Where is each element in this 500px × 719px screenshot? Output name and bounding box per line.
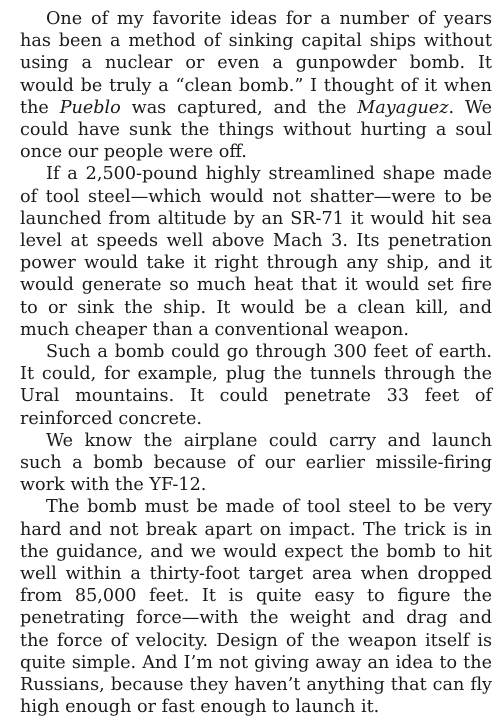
- text-segment: was captured, and the: [120, 97, 358, 118]
- paragraph-5: [20, 496, 492, 718]
- ship-name-mayaguez: Mayaguez: [357, 97, 449, 118]
- text-segment: We know the airplane could carry and launch such a bomb because of our earlier missile-firing work with the YF-12.: [20, 430, 492, 496]
- text-segment: The bomb must be made of tool steel to be very hard and not break apart on impact. The trick is in the guidance, and we would expect the bomb to hit well within a thirty-foot target area when dropped from 85,000 feet. It is quite easy to figure the penetrating force—with the weight and drag and the force of velocity. Design of the weapon itself is quite simple. And I’m not giving away an idea to the Russians, because they haven’t anything that can fly high enough or fast enough to launch it.: [20, 497, 492, 718]
- text-segment: Such a bomb could go through 300 feet of earth. It could, for example, plug the tunnels through the Ural mountains. It could penetrate 33 feet of reinforced concrete.: [20, 342, 492, 429]
- paragraph-4: [20, 430, 492, 497]
- text-segment: One of my favorite ideas for a number of years has been a method of sinking capital ships without using a nuclear or even a gunpowder bomb. It would be truly a “clean bomb.” I thought of it when the: [20, 9, 492, 118]
- text-segment: If a 2,500-pound highly streamlined shape made of tool steel—which would not shatter—were to be launched from altitude by an SR-71 it would hit sea level at speeds well above Mach 3. Its penetration power would take it right through any ship, and it would generate so much heat that it would set fire to or sink the ship. It would be a clean kill, and much cheaper than a conventional weapon.: [20, 164, 492, 340]
- paragraph-3: [20, 341, 492, 430]
- book-page: [20, 8, 492, 719]
- paragraph-1: [20, 8, 492, 163]
- ship-name-pueblo: Pueblo: [59, 97, 121, 118]
- paragraph-2: [20, 163, 492, 341]
- text-segment: . We could have sunk the things without hurting a soul once our people were off.: [20, 97, 493, 163]
